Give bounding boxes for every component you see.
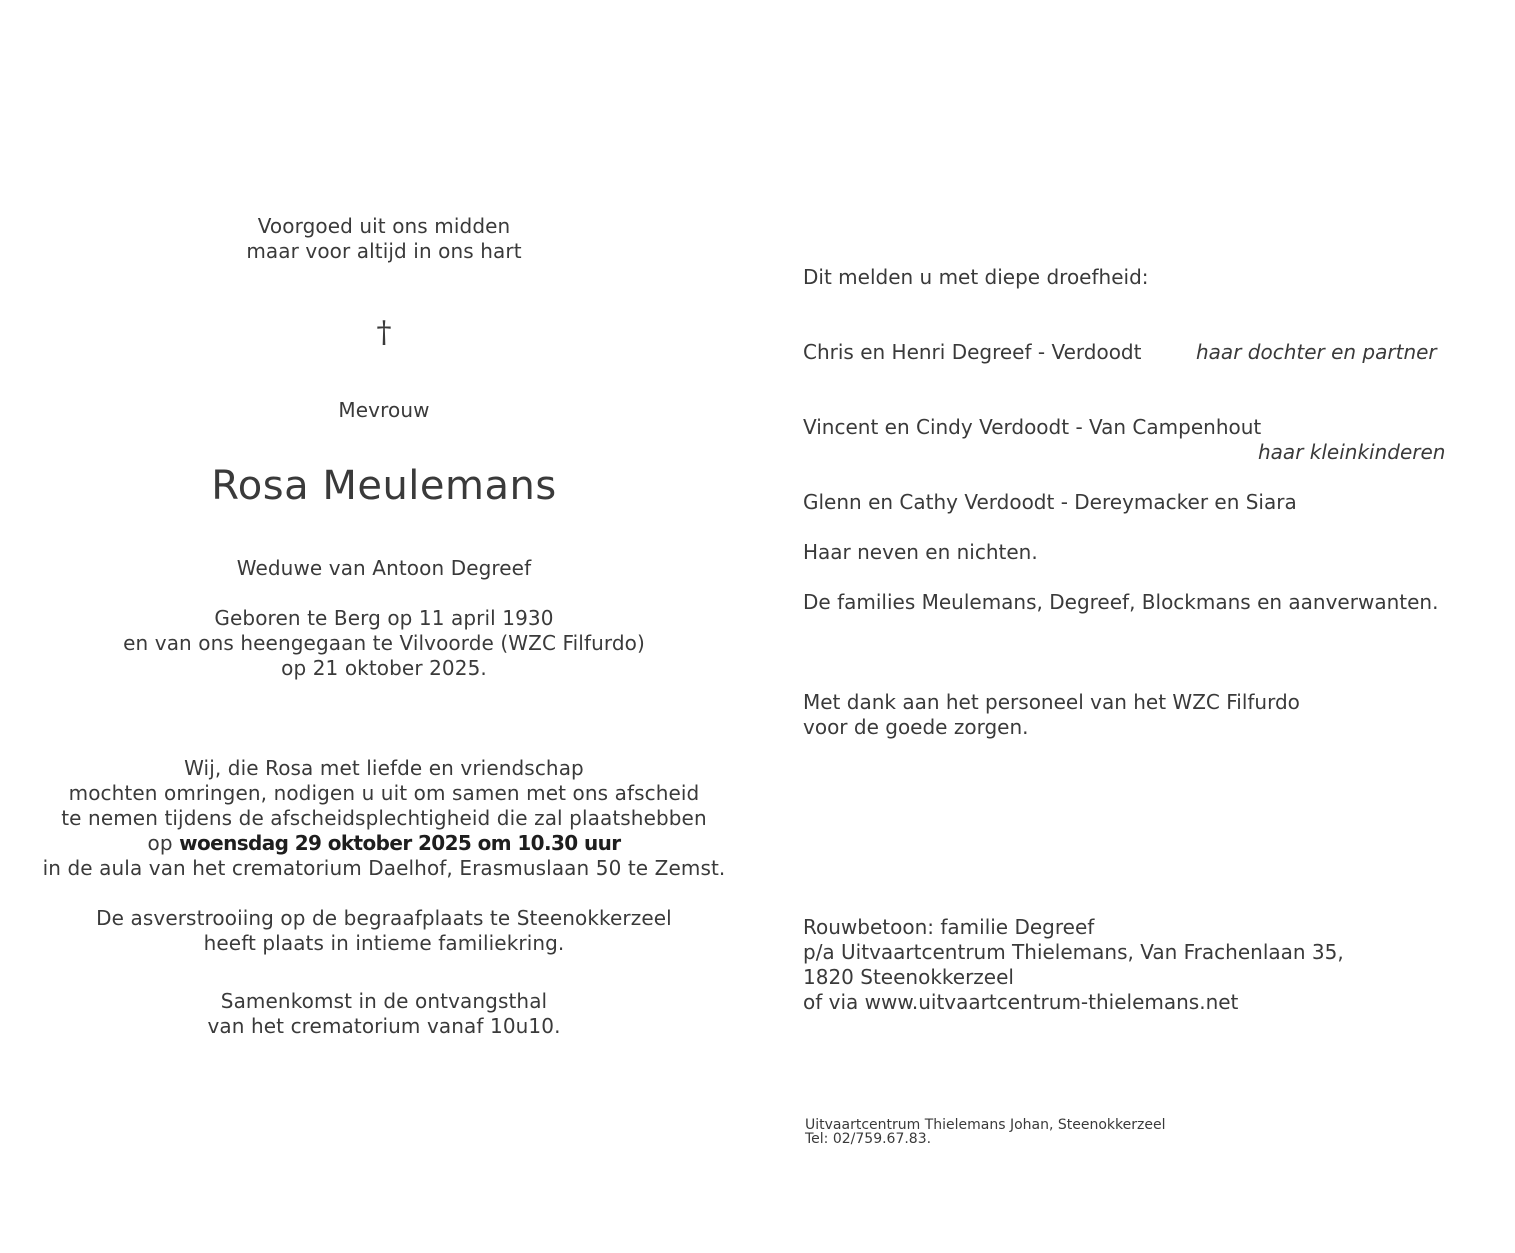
birth-death-info [0, 606, 768, 681]
thanks [803, 690, 1300, 740]
ceremony-date-prefix: op [147, 831, 180, 855]
thanks-line: Met dank aan het personeel van het WZC Filfurdo [803, 690, 1300, 714]
widow-line: Weduwe van Antoon Degreef [236, 556, 532, 580]
death-line: en van ons heengegaan te Vilvoorde (WZC Filfurdo) [123, 631, 645, 655]
cross-icon: † [376, 315, 392, 350]
salutation: Mevrouw [338, 398, 430, 422]
intro: Dit melden u met diepe droefheid: [803, 265, 1149, 289]
condolences-line: 1820 Steenokkerzeel [803, 965, 1014, 989]
condolences-website: of via www.uitvaartcentrum-thielemans.net [803, 990, 1239, 1014]
family-member-row [803, 340, 1453, 365]
condolences-line: Rouwbetoon: familie Degreef [803, 915, 1095, 939]
invitation [0, 756, 768, 881]
grandchildren-role: haar kleinkinderen [1258, 440, 1446, 464]
grandchild-name: Vincent en Cindy Verdoodt - Van Campenhout [803, 415, 1262, 439]
grandchildren-role-row [803, 440, 1453, 465]
ash-scattering [0, 906, 768, 956]
death-date-line: op 21 oktober 2025. [281, 656, 487, 680]
invitation-line: mochten omringen, nodigen u uit om samen met ons afscheid [68, 781, 700, 805]
gathering-line: Samenkomst in de ontvangsthal [220, 989, 548, 1013]
funeral-home-name: Uitvaartcentrum Thielemans Johan, Steenokkerzeel [805, 1117, 1166, 1133]
nephews-nieces: Haar neven en nichten. [803, 540, 1038, 564]
quote-line: maar voor altijd in ons hart [246, 239, 522, 263]
gathering-line: van het crematorium vanaf 10u10. [207, 1014, 561, 1038]
thanks-line: voor de goede zorgen. [803, 715, 1029, 739]
condolences [803, 915, 1344, 1015]
ceremony-date-line [0, 831, 768, 856]
invitation-line: te nemen tijdens de afscheidsplechtigheid die zal plaatshebben [61, 806, 707, 830]
family-member-role: haar dochter en partner [1196, 340, 1437, 364]
ceremony-date: woensdag 29 oktober 2025 om 10.30 uur [179, 831, 621, 855]
funeral-home-footer [805, 1118, 1165, 1146]
grandchild-name: Glenn en Cathy Verdoodt - Dereymacker en Siara [803, 490, 1297, 514]
quote [0, 214, 768, 264]
funeral-home-phone: Tel: 02/759.67.83. [805, 1131, 932, 1147]
families: De families Meulemans, Degreef, Blockmans en aanverwanten. [803, 590, 1439, 614]
ash-line: De asverstrooiing op de begraafplaats te Steenokkerzeel [96, 906, 672, 930]
gathering [0, 989, 768, 1039]
family-member-name: Chris en Henri Degreef - Verdoodt [803, 340, 1142, 364]
deceased-name: Rosa Meulemans [211, 463, 557, 509]
birth-line: Geboren te Berg op 11 april 1930 [214, 606, 554, 630]
ceremony-location: in de aula van het crematorium Daelhof, Erasmuslaan 50 te Zemst. [42, 856, 726, 880]
ash-line: heeft plaats in intieme familiekring. [203, 931, 565, 955]
condolences-line: p/a Uitvaartcentrum Thielemans, Van Frachenlaan 35, [803, 940, 1344, 964]
invitation-line: Wij, die Rosa met liefde en vriendschap [184, 756, 584, 780]
quote-line: Voorgoed uit ons midden [257, 214, 511, 238]
